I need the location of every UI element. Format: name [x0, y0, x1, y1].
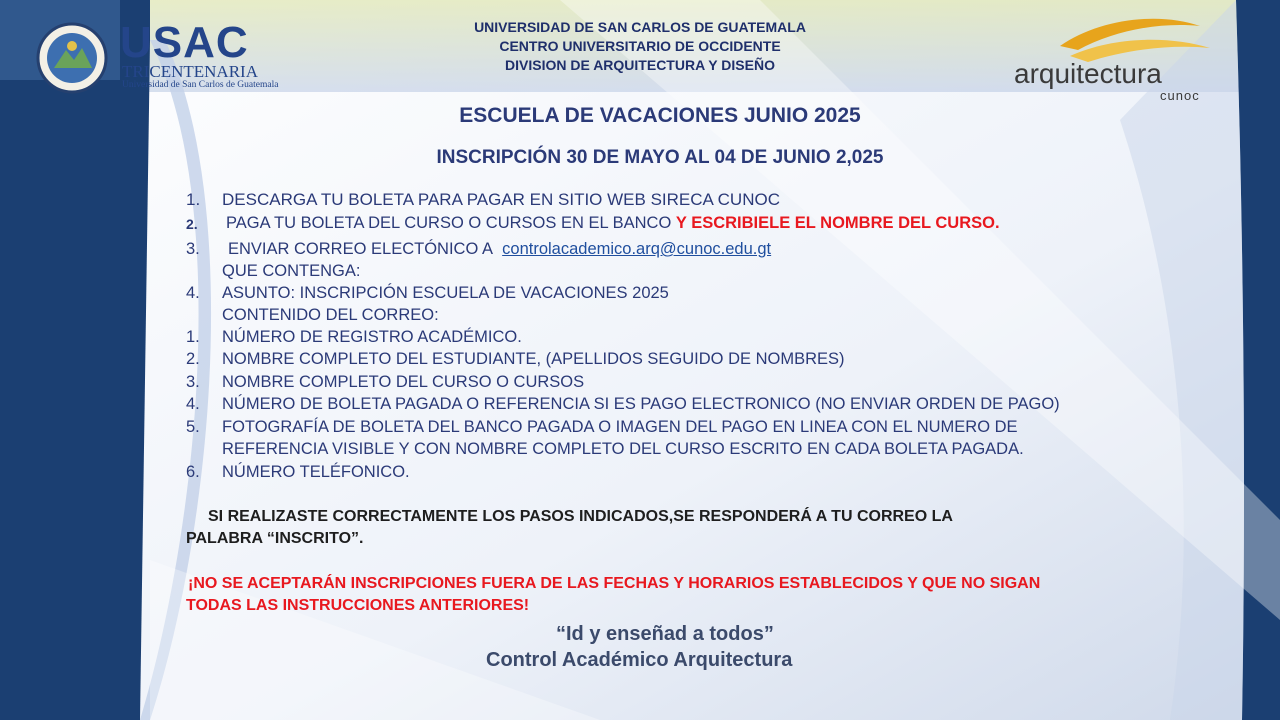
header-division: DIVISION DE ARQUITECTURA Y DISEÑO	[505, 57, 775, 73]
step-send-email-text: ENVIAR CORREO ELECTÓNICO A	[228, 240, 493, 258]
step-number: 3.	[186, 240, 200, 258]
header-university: UNIVERSIDAD DE SAN CARLOS DE GUATEMALA	[474, 19, 806, 35]
step-send-email-cont: QUE CONTENGA:	[222, 262, 361, 280]
registration-dates: INSCRIPCIÓN 30 DE MAYO AL 04 DE JUNIO 2,025	[436, 147, 884, 168]
step-send-email	[228, 240, 771, 259]
content-item-cont: REFERENCIA VISIBLE Y CON NOMBRE COMPLETO DEL CURSO ESCRITO EN CADA BOLETA PAGADA.	[222, 440, 1024, 458]
header-center: CENTRO UNIVERSITARIO DE OCCIDENTE	[499, 38, 781, 54]
warning-line-2: TODAS LAS INSTRUCCIONES ANTERIORES!	[186, 597, 530, 614]
note-line-2: PALABRA “INSCRITO”.	[186, 530, 364, 547]
content-item: NÚMERO TELÉFONICO.	[222, 463, 410, 481]
content-number: 5.	[186, 418, 200, 436]
arquitectura-swoosh-icon	[1030, 12, 1230, 62]
usac-logo-text: USAC	[120, 18, 249, 67]
step-download: DESCARGA TU BOLETA PARA PAGAR EN SITIO WEB SIRECA CUNOC	[222, 190, 780, 209]
motto: “Id y enseñad a todos”	[556, 623, 774, 645]
note-line-1: SI REALIZASTE CORRECTAMENTE LOS PASOS INDICADOS,SE RESPONDERÁ A TU CORREO LA	[208, 508, 953, 525]
content-number: 2.	[186, 350, 200, 368]
email-link[interactable]: controlacademico.arq@cunoc.edu.gt	[502, 240, 772, 258]
content-number: 4.	[186, 395, 200, 413]
content-item: FOTOGRAFÍA DE BOLETA DEL BANCO PAGADA O IMAGEN DEL PAGO EN LINEA CON EL NUMERO DE	[222, 418, 1018, 436]
warning-line-1: ¡NO SE ACEPTARÁN INSCRIPCIONES FUERA DE LAS FECHAS Y HORARIOS ESTABLECIDOS Y QUE NO SIGAN	[188, 575, 1041, 592]
step-subject: ASUNTO: INSCRIPCIÓN ESCUELA DE VACACIONES 2025	[222, 284, 669, 302]
arquitectura-logo-text: arquitectura	[1014, 58, 1162, 89]
content-item: NÚMERO DE REGISTRO ACADÉMICO.	[222, 328, 522, 346]
step-pay-text: PAGA TU BOLETA DEL CURSO O CURSOS EN EL BANCO	[226, 214, 672, 232]
content-number: 6.	[186, 463, 200, 481]
page-title: ESCUELA DE VACACIONES JUNIO 2025	[459, 104, 861, 127]
step-number: 4.	[186, 284, 200, 302]
step-number: 1.	[186, 190, 201, 209]
arquitectura-logo	[1010, 12, 1240, 107]
content-item: NOMBRE COMPLETO DEL CURSO O CURSOS	[222, 373, 585, 391]
content-number: 1.	[186, 328, 200, 346]
content-item: NÚMERO DE BOLETA PAGADA O REFERENCIA SI ES PAGO ELECTRONICO (NO ENVIAR ORDEN DE PAGO)	[222, 395, 1060, 413]
usac-tricentenaria: TRICENTENARIA	[122, 62, 258, 81]
signature: Control Académico Arquitectura	[486, 649, 793, 671]
arquitectura-logo-sub: cunoc	[1160, 88, 1200, 103]
content-item: NOMBRE COMPLETO DEL ESTUDIANTE, (APELLIDOS SEGUIDO DE NOMBRES)	[222, 350, 845, 368]
step-subject-cont: CONTENIDO DEL CORREO:	[222, 306, 439, 324]
step-pay-warning: Y ESCRIBIELE EL NOMBRE DEL CURSO.	[675, 214, 1000, 232]
step-pay	[226, 214, 1000, 233]
step-number: 2.	[186, 216, 198, 232]
usac-subtitle: Universidad de San Carlos de Guatemala	[122, 80, 279, 90]
content-number: 3.	[186, 373, 200, 391]
